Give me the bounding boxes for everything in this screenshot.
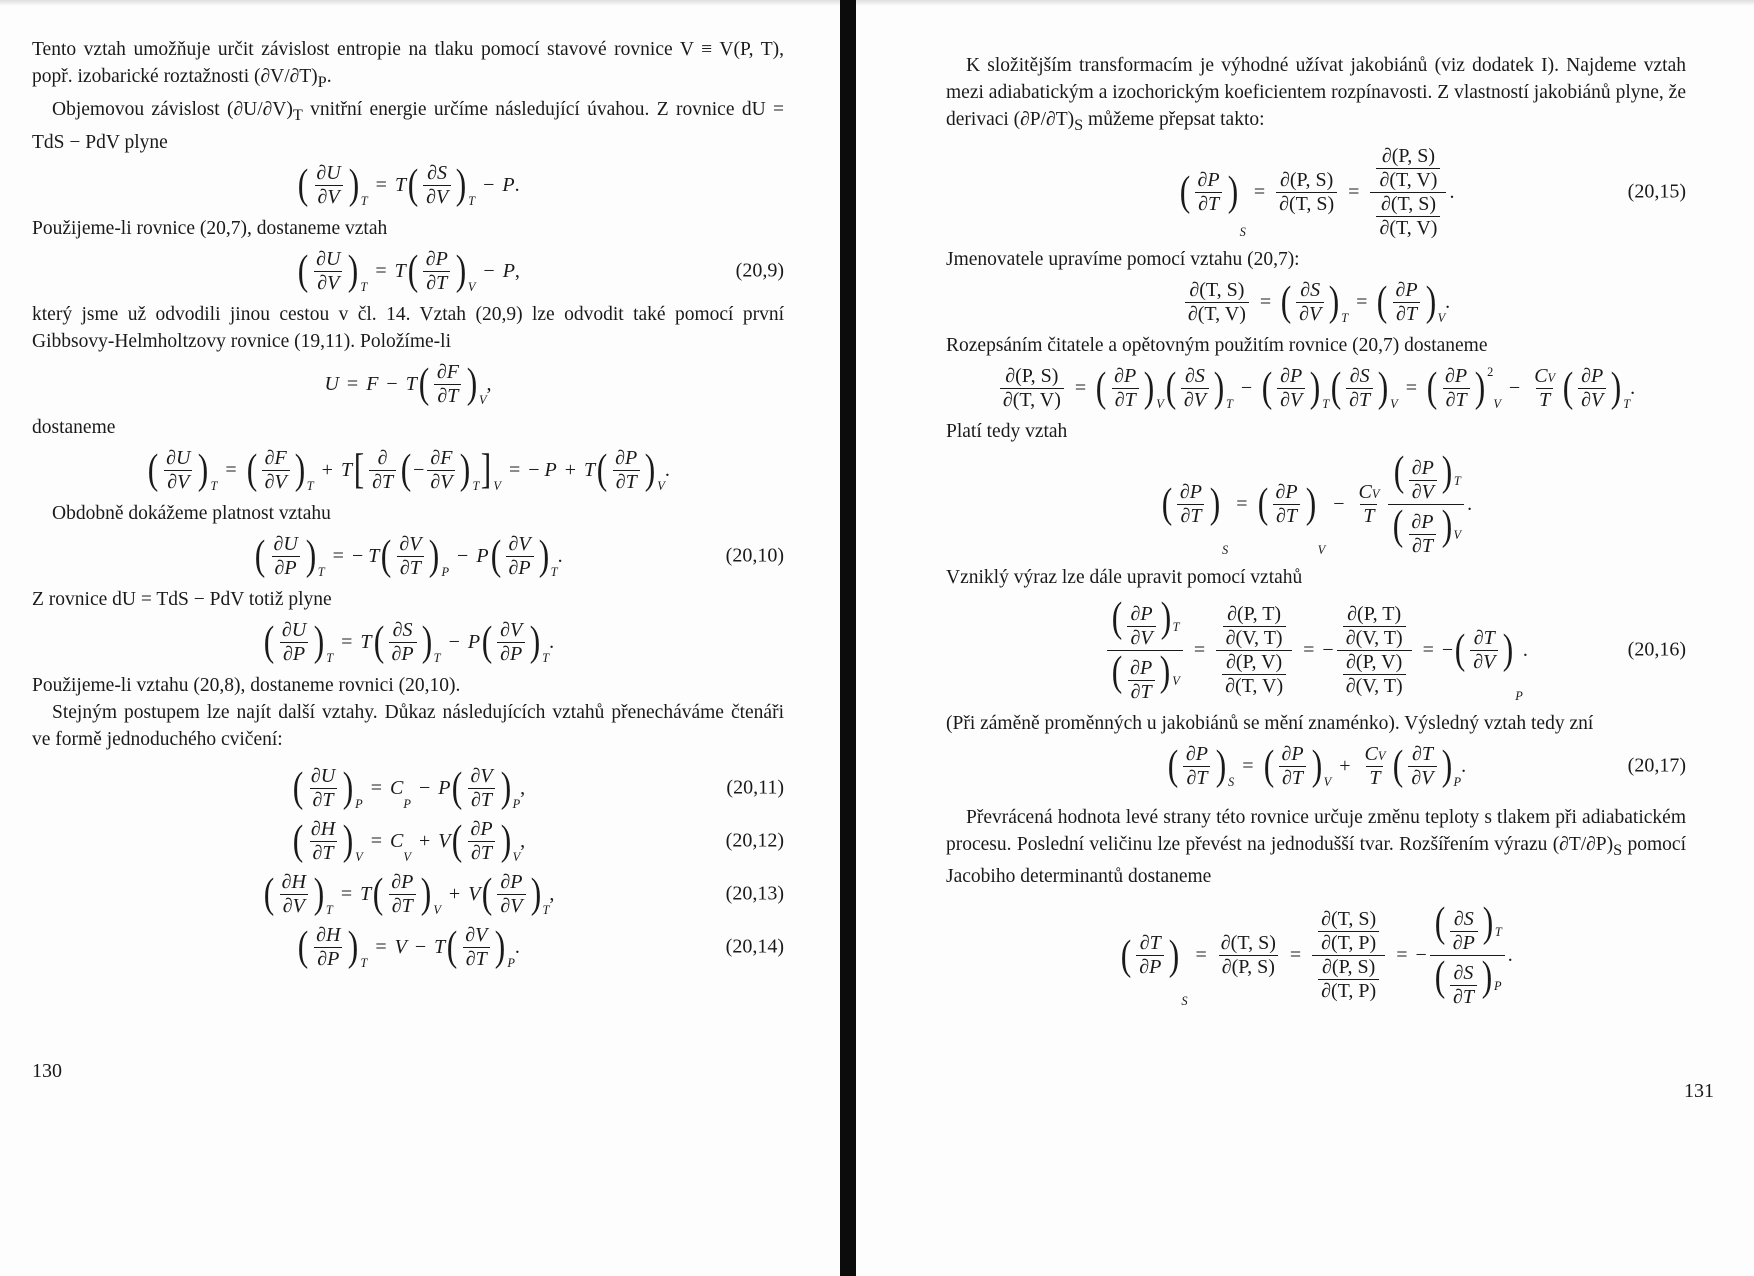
equation: ( $\frac{\partial U}{\partial V}$ ) T = T ( $\frac{\partial S}{\partial V}$ ) T − P .	[298, 161, 520, 209]
equation: U = F − T ( $\frac{\partial F}{\partial T}$ ) V ,	[324, 360, 492, 408]
equation-20-15: ( $\frac{\partial P}{\partial T}$ ) S = $\frac{\partial(P, S)}{\partial(T, S)}$ = $\frac{\frac{\partial(P, S)}{\partial(T, V)}}{\frac{\partial(T, S)}{\partial(T, V)}}$ . (20,15)	[1179, 144, 1686, 239]
page-number: 130	[32, 1060, 62, 1082]
equation-number: (20,13)	[725, 882, 784, 905]
equation-20-9: ( $\frac{\partial U}{\partial V}$ ) T = T ( $\frac{\partial P}{\partial T}$ ) V − P , (20,9)	[297, 247, 784, 295]
paragraph: Použijeme-li rovnice (20,7), dostaneme vztah	[32, 217, 388, 239]
paragraph: dostaneme	[32, 416, 116, 438]
equation-number: (20,9)	[735, 259, 784, 282]
left-text-column	[32, 36, 784, 977]
equation: ( $\frac{\partial P}{\partial T}$ ) S = ( $\frac{\partial P}{\partial T}$ ) V − $\frac{CV}{T}$ ( $\frac{\partial P}{\partial V}$ ) T ( $\frac{\partial P}{\partial T}$ ) V .	[1161, 448, 1473, 557]
equation-20-12: ( $\frac{\partial H}{\partial T}$ ) V = C V + V ( $\frac{\partial P}{\partial T}$ ) V , (20,12)	[292, 817, 784, 865]
punct: .	[326, 66, 332, 87]
page-top-edge	[856, 0, 1754, 6]
paragraph	[32, 36, 784, 96]
text-line: Tento vztah umožňuje určit závislost entropie na tlaku pomocí stavové rovnice	[32, 39, 673, 60]
equation-number: (20,16)	[1627, 638, 1686, 661]
paragraph: Převrácená hodnota levé strany této rovnice určuje změnu teploty s tlakem při adiabatickém procesu. Poslední veličinu lze převést na jednodušší tvar. Rozšířením výrazu $(\partial T/\partial P)_S$ pomocí Jacobiho determinantů dostaneme	[946, 806, 1686, 888]
text: vnitřní energie určíme následující úvahou. Z rovnice dU = TdS − PdV plyne	[32, 98, 784, 153]
subscript: P	[317, 72, 327, 91]
right-text-column	[946, 52, 1686, 1015]
left-page	[0, 0, 840, 1276]
equation-number: (20,12)	[725, 829, 784, 852]
paragraph: K složitějším transformacím je výhodné užívat jakobiánů (viz dodatek I). Najdeme vztah mezi adiabatickým a izochorickým koeficientem rozpínavosti. Z vlastností jakobiánů plyne, že derivaci $(\partial P/\partial T)_S$ můžeme přepsat takto:	[946, 55, 1686, 134]
paragraph: Rozepsáním čitatele a opětovným použitím rovnice (20,7) dostaneme	[946, 334, 1488, 356]
equation-20-16: ( $\frac{\partial P}{\partial V}$ ) T ( $\frac{\partial P}{\partial T}$ ) V = $\frac{\frac{\partial(P, T)}{\partial(V, T)}}{\frac{\partial(P, V)}{\partial(T, V)}}$ = − $\frac{\frac{\partial(P, T)}{\partial(V, T)}}{\frac{\partial(P, V)}{\partial(V, T)}}$ = − ( $\frac{\partial T}{\partial V}$ ) P . (20,16)	[946, 597, 1686, 704]
equation-20-13: ( $\frac{\partial H}{\partial V}$ ) T = T ( $\frac{\partial P}{\partial T}$ ) V + V ( $\frac{\partial P}{\partial V}$ ) T , (20,13)	[263, 870, 784, 918]
text-line: V ≡ V(P, T), popř. izobarické roztažnosti (∂V/∂T)	[32, 39, 784, 87]
paragraph: Stejným postupem lze najít další vztahy. Důkaz následujících vztahů přenecháváme čtenáři ve formě jednoduchého cvičení:	[32, 701, 784, 750]
equation: ( $\frac{\partial T}{\partial P}$ ) S = $\frac{\partial(T, S)}{\partial(P, S)}$ = $\frac{\frac{\partial(T, S)}{\partial(T, P)}}{\frac{\partial(P, S)}{\partial(T, P)}}$ = − ( $\frac{\partial S}{\partial P}$ ) T ( $\frac{\partial S}{\partial T}$ ) P .	[1120, 900, 1513, 1009]
page-number: 131	[1684, 1080, 1714, 1102]
equation-20-11: ( $\frac{\partial U}{\partial T}$ ) P = C P − P ( $\frac{\partial V}{\partial T}$ ) P , (20,11)	[292, 764, 784, 812]
paragraph: Jmenovatele upravíme pomocí vztahu (20,7):	[946, 248, 1300, 270]
book-gutter	[840, 0, 856, 1276]
text: Objemovou závislost (∂U/∂V)	[52, 98, 293, 120]
equation: $\frac{\partial(P, S)}{\partial(T, V)}$ = ( $\frac{\partial P}{\partial T}$ ) V ( $\frac{\partial S}{\partial V}$ ) T − ( $\frac{\partial P}{\partial V}$ ) T ( $\frac{\partial S}{\partial T}$ ) V = ( $\frac{\partial P}{\partial T}$ ) 2 V − $\frac{CV}{T}$ ( $\frac{\partial P}{\partial V}$ ) T .	[946, 365, 1686, 412]
equation: $\frac{\partial(T, S)}{\partial(T, V)}$ = ( $\frac{\partial S}{\partial V}$ ) T = ( $\frac{\partial P}{\partial T}$ ) V .	[946, 279, 1686, 326]
equation-number: (20,10)	[725, 544, 784, 567]
equation-20-17: ( $\frac{\partial P}{\partial T}$ ) S = ( $\frac{\partial P}{\partial T}$ ) V + $\frac{CV}{T}$ ( $\frac{\partial T}{\partial V}$ ) P . (20,17)	[1167, 742, 1686, 790]
paragraph: Vzniklý výraz lze dále upravit pomocí vztahů	[946, 566, 1303, 588]
equation-number: (20,11)	[726, 776, 784, 799]
paragraph: Z rovnice dU = TdS − PdV totiž plyne	[32, 588, 332, 610]
equation: ( $\frac{\partial U}{\partial V}$ ) T = ( $\frac{\partial F}{\partial V}$ ) T + T [ $\frac{\partial}{\partial T}$ ( − $\frac{\partial F}{\partial V}$ ) T ] V = − P + T ( $\frac{\partial P}{\partial T}$ ) V .	[147, 446, 670, 494]
equation-20-10: ( $\frac{\partial U}{\partial P}$ ) T = − T ( $\frac{\partial V}{\partial T}$ ) P − P ( $\frac{\partial V}{\partial P}$ ) T . (20,10)	[255, 532, 784, 580]
paragraph: který jsme už odvodili jinou cestou v čl. 14. Vztah (20,9) lze odvodit také pomocí první Gibbsovy-Helmholtzovy rovnice (19,11). Položíme-li	[32, 303, 784, 352]
equation-number: (20,15)	[1627, 180, 1686, 203]
page-top-edge	[0, 0, 840, 6]
right-page	[856, 0, 1754, 1276]
subscript: T	[292, 105, 303, 124]
equation: ( $\frac{\partial U}{\partial P}$ ) T = T ( $\frac{\partial S}{\partial P}$ ) T − P ( $\frac{\partial V}{\partial P}$ ) T .	[263, 618, 555, 666]
paragraph: Použijeme-li vztahu (20,8), dostaneme rovnici (20,10).	[32, 674, 461, 696]
paragraph: Platí tedy vztah	[946, 420, 1068, 442]
equation-number: (20,14)	[725, 935, 784, 958]
paragraph	[32, 96, 784, 156]
equation-number: (20,17)	[1627, 754, 1686, 777]
equation-20-14: ( $\frac{\partial H}{\partial P}$ ) T = V − T ( $\frac{\partial V}{\partial T}$ ) P . (20,14)	[297, 923, 784, 971]
paragraph: (Při záměně proměnných u jakobiánů se mění znaménko). Výsledný vztah tedy zní	[946, 712, 1594, 734]
paragraph: Obdobně dokážeme platnost vztahu	[52, 502, 331, 524]
